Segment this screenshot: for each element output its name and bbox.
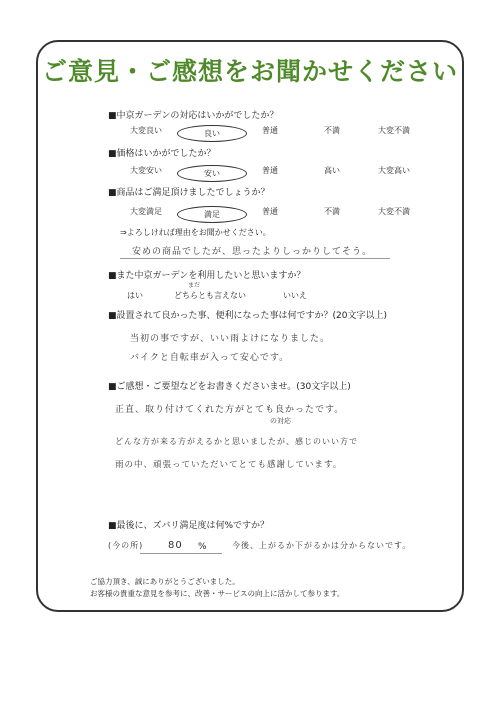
survey-title: ご意見・ご感想をお聞かせください <box>41 57 458 86</box>
footer-thanks: ご協力頂き、誠にありがとうございました。 <box>90 577 240 586</box>
options-reuse <box>115 290 325 301</box>
footer-note: お客様の貴重な意見を参考に、改善・サービスの向上に活かして参ります。 <box>90 589 345 598</box>
satisfaction-comment: 今後、上がるか下がるかは分からないです。 <box>232 541 412 550</box>
option: 普通 <box>262 166 278 175</box>
comments-answer-line2: どんな方が来る方がえるかと思いましたが、感じのいい方で <box>115 437 358 446</box>
option: 普通 <box>262 126 278 135</box>
comments-answer-line3: 雨の中、頑張っていただいてとても感謝しています。 <box>115 460 343 470</box>
option-selected: どちらとも言えない <box>174 291 246 300</box>
option: 大変良い <box>130 126 162 135</box>
satisfaction-value: 80 <box>168 540 183 551</box>
option: 普通 <box>262 207 278 216</box>
options-price <box>115 165 425 182</box>
option: 高い <box>324 166 340 175</box>
option: 大変満足 <box>130 207 162 216</box>
question-comments: ■ご感想・ご要望などをお書きくださいませ。(30文字以上) <box>108 382 351 392</box>
benefits-answer-line2: バイクと自転車が入って安心です。 <box>130 353 290 363</box>
option: 大変安い <box>130 166 162 175</box>
option: 大変不満 <box>378 126 410 135</box>
question-product-satisfaction: ■商品はご満足頂けましたでしょうか？ <box>108 188 270 198</box>
option: 大変不満 <box>378 207 410 216</box>
reason-prompt: ⇒よろしければ理由をお聞かせください。 <box>120 228 271 237</box>
margin-note: まだ <box>188 282 201 289</box>
satisfaction-underline <box>140 553 222 554</box>
reason-answer: 安めの商品でしたが、思ったよりしっかりしてそう。 <box>132 247 373 257</box>
option: 大変高い <box>378 166 410 175</box>
option: 不満 <box>324 126 340 135</box>
question-reuse: ■また中京ガーデンを利用したいと思いますか？ <box>108 271 306 281</box>
question-satisfaction-rate: ■最後に、ズバリ満足度は何%ですか？ <box>108 521 270 531</box>
answer-line <box>120 258 390 259</box>
satisfaction-label: (今の所) <box>108 541 144 550</box>
benefits-answer-line1: 当初の事ですが、いい雨よけになりました。 <box>130 334 331 344</box>
comments-insert: の対応 <box>270 417 291 425</box>
option-selected: 良い <box>177 125 247 142</box>
option: いいえ <box>283 291 307 300</box>
option: 不満 <box>324 207 340 216</box>
satisfaction-unit: % <box>198 542 207 552</box>
option: はい <box>127 291 143 300</box>
question-price: ■価格はいかがでしたか？ <box>108 149 216 159</box>
comments-answer-line1: 正直、取り付けてくれた方がとても良かったです。 <box>115 405 345 415</box>
options-staff-response <box>115 125 425 142</box>
question-benefits: ■設置されて良かった事、便利になった事は何ですか？(20文字以上) <box>108 311 387 321</box>
option-selected: 満足 <box>177 206 247 223</box>
question-staff-response: ■中京ガーデンの対応はいかがでしたか？ <box>108 111 279 121</box>
option-selected: 安い <box>177 165 247 182</box>
options-product-satisfaction <box>115 206 425 223</box>
